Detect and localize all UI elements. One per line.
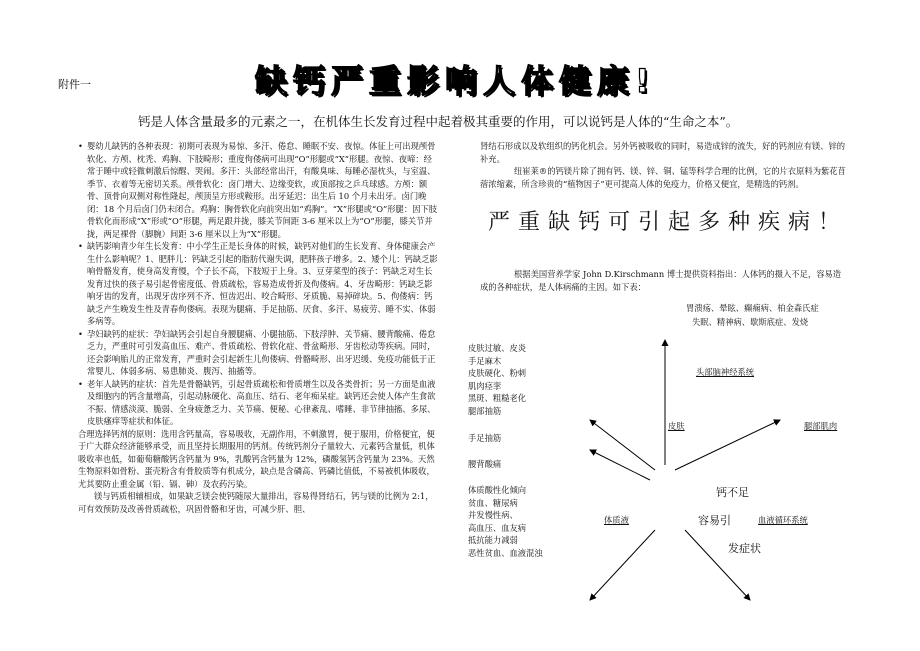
elderly-symptoms-paragraph: • 老年人缺钙的症状：首先是骨骼缺钙，引起骨质疏松和骨质增生以及各类骨折；另一方面是血液及细胞内的钙含量增高，引起动脉硬化、高血压、结石、老年痴呆症。缺钙还会使人体产生食欲不振、情感淡漠、脆弱、全身疲惫乏力、关节痛、便秘、心律紊乱、嗜睡、非节律抽搐、多尿、皮肤瘙痒等症状和体征。: [78, 378, 438, 428]
skin-symptom-item: 皮肤硬化、粉刺: [468, 368, 527, 378]
magnesium-continued-paragraph: 肾结石形成以及软组织的钙化机会。另外钙被吸收的同时，易造成锌的流失，好的钙剂应有镁、锌的补充。: [480, 141, 846, 164]
leg-muscle-label: 腿部肌肉: [804, 421, 838, 431]
subtitle: 钙是人体含量最多的元素之一，在机体生长发育过程中起着极其重要的作用，可以说钙是人体的“生命之本”。: [138, 114, 739, 129]
magnesium-paragraph: 镁与钙质相辅相成，如果缺乏镁会使钙随尿大量排出，容易得肾结石，钙与镁的比例为 2:1，可有效预防及改善骨质疏松，巩固骨骼和牙齿，可减少肝、胆、: [78, 491, 434, 514]
infant-symptoms-paragraph: • 婴幼儿缺钙的各种表现：初期可表现为易惊、多汗、倦怠、睡眠不安、夜惊。体征上可出现颅骨软化、方颅、枕秃、鸡胸、下肢畸形；重度佝偻病可出现“O”形腿或“X”形腿。夜惊、夜啼：经常于睡中或轻微刺激后惊醒、哭闹。多汗：头部经常出汗，有酸臭味、每睡必湿枕头，与室温、季节、衣着等无密切关系。颅骨软化：卤门增大、边缘变软，或顶部按之乒乓球感。方颅：额骨、顶骨向双侧对称性隆起，颅顶呈方形或鞍形。出牙延迟：出生后 10 个月未出牙。卤门晚闭：18 个月后卤门仍未闭合。鸡胸：胸骨软化向前突出如“鸡胸”。“X”形腿或“O”形腿：因下肢骨软化而形成“X”形或“O”形腿，两足跟并拢，膝关节间距 3-6 厘米以上为“O”形腿，膝关节并拢，两足裸骨（脚腕）间距 3-6 厘米以上为“X”形腿。: [78, 140, 438, 240]
skin-symptom-list: [468, 342, 526, 417]
page-title: 缺钙严重影响人体健康!: [255, 62, 656, 100]
product-paragraph: 纽崔莱®的钙镁片除了拥有钙、镁、锌、铜、锰等科学合理的比例，它的片衣原料为紫花苜蓿浓缩素，所含珍贵的“植物因子”更可提高人体的免疫力，价格又便宜，是精选的钙剂。: [480, 166, 846, 189]
arrow-up-right: [675, 420, 780, 470]
body-fluid-symptom-item: 恶性贫血、血液混浊: [468, 547, 543, 558]
arrow-left: [590, 450, 650, 480]
nerve-symptoms-line2: 失眠、精神病、歇斯底症、发烧: [692, 317, 809, 327]
body-fluid-symptom-item: 并发慢性病、: [468, 510, 518, 520]
symptom-diagram: [460, 300, 860, 630]
hand-cramp-label: 手足抽筋: [468, 433, 502, 443]
nerve-system-label: 头部脑神经系统: [696, 367, 755, 377]
body-fluid-symptom-item: 抵抗能力减弱: [468, 535, 518, 545]
source-paragraph: 根据美国营养学家 John D.Kirschmann 博士提供资料指出：人体钙的摄入不足，容易造成的各种症状，是人体病痛的主因。如下表：: [480, 269, 842, 292]
back-pain-label: 腰背酸痛: [468, 459, 502, 469]
skin-symptom-item: 腿部抽筋: [468, 405, 502, 416]
body-fluid-label: 体质液: [604, 515, 629, 525]
pregnant-symptoms-paragraph: • 孕妇缺钙的症状：孕妇缺钙会引起自身腰腿痛、小腿抽筋、下肢浮肿、关节痛、腰背酸痛、倦怠乏力，严重时可引发高血压、难产、骨质疏松、骨软化症、骨盆畸形、牙齿松动等疾病。同时，还会影响胎儿的正常发育，严重时会引起新生儿佝偻病、骨骼畸形、出牙迟缓、免疫功能低于正常婴儿、体弱多病、易患肺炎、腹泻、抽搐等。: [78, 328, 438, 378]
disease-heading: 严重缺钙可引起多种疾病！: [487, 210, 848, 235]
skin-symptom-item: 皮肤过敏、皮炎: [468, 343, 527, 353]
arrow-up-left: [590, 420, 655, 470]
blood-system-label: 血液循环系统: [758, 515, 808, 525]
center-text-2: 容易引: [698, 514, 731, 527]
skin-symptom-item: 黑斑、粗糙老化: [468, 393, 527, 403]
body-fluid-symptom-list: [468, 484, 543, 559]
skin-symptom-item: 肌肉痉挛: [468, 380, 502, 391]
center-text-1: 钙不足: [716, 486, 749, 499]
body-fluid-symptom-item: 高血压、血友病: [468, 522, 527, 533]
nerve-symptoms-line1: 胃溃疡、晕眩、癫痫病、柏金森氏症: [686, 303, 819, 313]
center-text-3: 发症状: [728, 542, 761, 555]
right-column-top: [480, 140, 846, 190]
arrow-down-left: [590, 530, 655, 600]
left-column: [78, 140, 438, 515]
body-fluid-symptom-item: 体质酸性化倾向: [468, 485, 527, 495]
attachment-label: 附件一: [58, 78, 91, 91]
skin-label: 皮肤: [668, 421, 685, 431]
teen-growth-paragraph: • 缺钙影响青少年生长发育：中小学生正是长身体的时候，缺钙对他们的生长发育、身体健康会产生什么影响呢？1、肥胖儿：钙缺乏引起的脂肪代谢失调，肥胖孩子增多。2、矮个儿：钙缺乏影响骨骼发育，使身高发育慢，个子长不高，下肢短于上身。3、豆芽菜型的孩子：钙缺乏对生长发育过快的孩子易引起骨密度低、骨质疏松，容易造成骨折及佝偻病。4、牙齿畸形：钙缺乏影响牙齿的发育，出现牙齿序列不齐、恒齿迟出、咬合畸形、牙质脆、易掉碎块。5、佝偻病：钙缺乏产生晚发生性及青春佝偻病。表现为腿痛、手足抽筋、厌食、多汗、易疲劳、睡不实、体弱多病等。: [78, 240, 438, 328]
skin-symptom-item: 手足麻木: [468, 355, 502, 366]
body-fluid-symptom-item: 贫血、糖尿病: [468, 497, 518, 508]
calcium-selection-paragraph: 合理选择钙剂的原则：选用含钙量高，容易吸收，无副作用，不刺激胃，便于服用，价格便宜，便于广大群众经济能够承受，而且坚持长期服用的钙剂。传统钙剂分子量较大、元素钙含量低，机体吸收率也低，如葡萄糖酸钙含钙量为 9%，乳酸钙含钙量为 12%，磷酸氢钙含钙量为 23%。天然生物原料如骨粉、蛋壳粉含有骨胶质等有机成分，缺点是含磷高、钙磷比值低，不易被机体吸收，尤其要防止重金属（铅、镉、砷）及农药污染。: [78, 428, 435, 489]
